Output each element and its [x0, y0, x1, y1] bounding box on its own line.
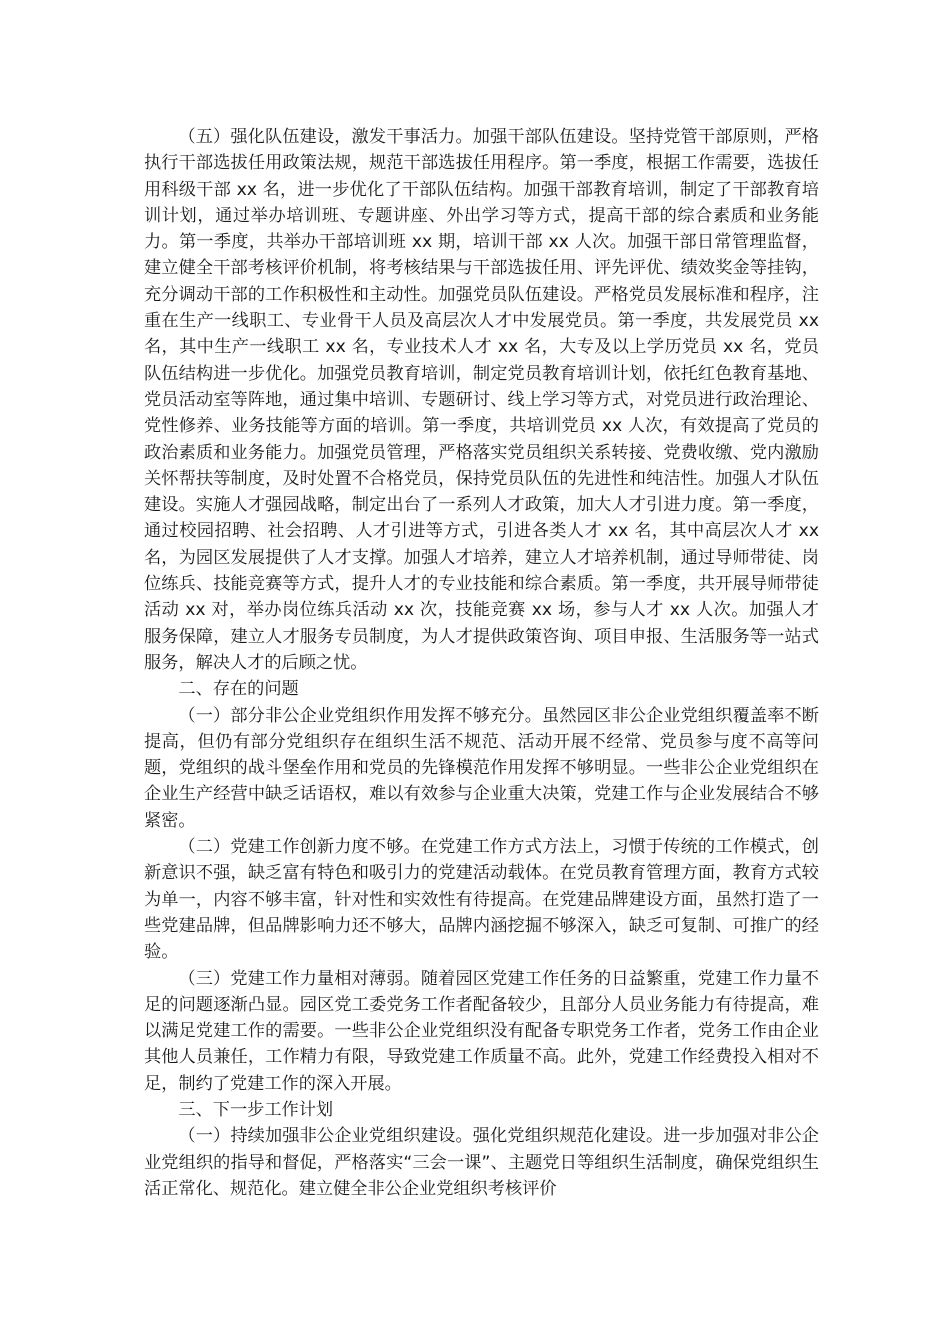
- heading-next-steps: 三、下一步工作计划: [178, 1099, 334, 1120]
- paragraph-team-building: （五）强化队伍建设，激发干事活力。加强干部队伍建设。坚持党管干部原则，严格执行干部选拔任用政策法规，规范干部选拔任用程序。第一季度，根据工作需要，选拔任用科级干部 xx 名，进一步优化了干部队伍结构。加强干部教育培训，制定了干部教育培训计划，通过举办培训班、专题讲座、外出学习等方式，提高干部的综合素质和业务能力。第一季度，共举办干部培训班 xx 期，培训干部 xx 人次。加强干部日常管理监督，建立健全干部考核评价机制，将考核结果与干部选拔任用、评先评优、绩效奖金等挂钩，充分调动干部的工作积极性和主动性。加强党员队伍建设。严格党员发展标准和程序，注重在生产一线职工、专业骨干人员及高层次人才中发展党员。第一季度，共发展党员 xx 名，其中生产一线职工 xx 名，专业技术人才 xx 名，大专及以上学历党员 xx 名，党员队伍结构进一步优化。加强党员教育培训，制定党员教育培训计划，依托红色教育基地、党员活动室等阵地，通过集中培训、专题研讨、线上学习等方式，对党员进行政治理论、党性修养、业务技能等方面的培训。第一季度，共培训党员 xx 人次，有效提高了党员的政治素质和业务能力。加强党员管理，严格落实党员组织关系转接、党费收缴、党内激励关怀帮扶等制度，及时处置不合格党员，保持党员队伍的先进性和纯洁性。加强人才队伍建设。实施人才强园战略，制定出台了一系列人才政策，加大人才引进力度。第一季度，通过校园招聘、社会招聘、人才引进等方式，引进各类人才 xx 名，其中高层次人才 xx 名，为园区发展提供了人才支撑。加强人才培养，建立人才培养机制，通过导师带徒、岗位练兵、技能竞赛等方式，提升人才的专业技能和综合素质。第一季度，共开展导师带徒活动 xx 对，举办岗位练兵活动 xx 次，技能竞赛 xx 场，参与人才 xx 人次。加强人才服务保障，建立人才服务专员制度，为人才提供政策咨询、项目申报、生活服务等一站式服务，解决人才的后顾之忧。: [144, 127, 819, 673]
- paragraph-plan-1: （一）持续加强非公企业党组织建设。强化党组织规范化建设。进一步加强对非公企业党组织的指导和督促，严格落实“三会一课”、主题党日等组织生活制度，确保党组织生活正常化、规范化。建立健全非公企业党组织考核评价: [144, 1126, 819, 1199]
- paragraph-problem-2: （二）党建工作创新力度不够。在党建工作方式方法上，习惯于传统的工作模式，创新意识不强，缺乏富有特色和吸引力的党建活动载体。在党员教育管理方面，教育方式较为单一，内容不够丰富，针对性和实效性有待提高。在党建品牌建设方面，虽然打造了一些党建品牌，但品牌影响力还不够大，品牌内涵挖掘不够深入，缺乏可复制、可推广的经验。: [144, 837, 819, 963]
- heading-existing-problems: 二、存在的问题: [178, 679, 299, 700]
- paragraph-problem-3: （三）党建工作力量相对薄弱。随着园区党建工作任务的日益繁重，党建工作力量不足的问题逐渐凸显。园区党工委党务工作者配备较少，且部分人员业务能力有待提高，难以满足党建工作的需要。一些非公企业党组织没有配备专职党务工作者，党务工作由企业其他人员兼任，工作精力有限，导致党建工作质量不高。此外，党建工作经费投入相对不足，制约了党建工作的深入开展。: [144, 968, 819, 1094]
- document-page: [144, 124, 819, 1202]
- paragraph-problem-1: （一）部分非公企业党组织作用发挥不够充分。虽然园区非公企业党组织覆盖率不断提高，但仍有部分党组织存在组织生活不规范、活动开展不经常、党员参与度不高等问题，党组织的战斗堡垒作用和党员的先锋模范作用发挥不够明显。一些非公企业党组织在企业生产经营中缺乏话语权，难以有效参与企业重大决策，党建工作与企业发展结合不够紧密。: [144, 705, 819, 831]
